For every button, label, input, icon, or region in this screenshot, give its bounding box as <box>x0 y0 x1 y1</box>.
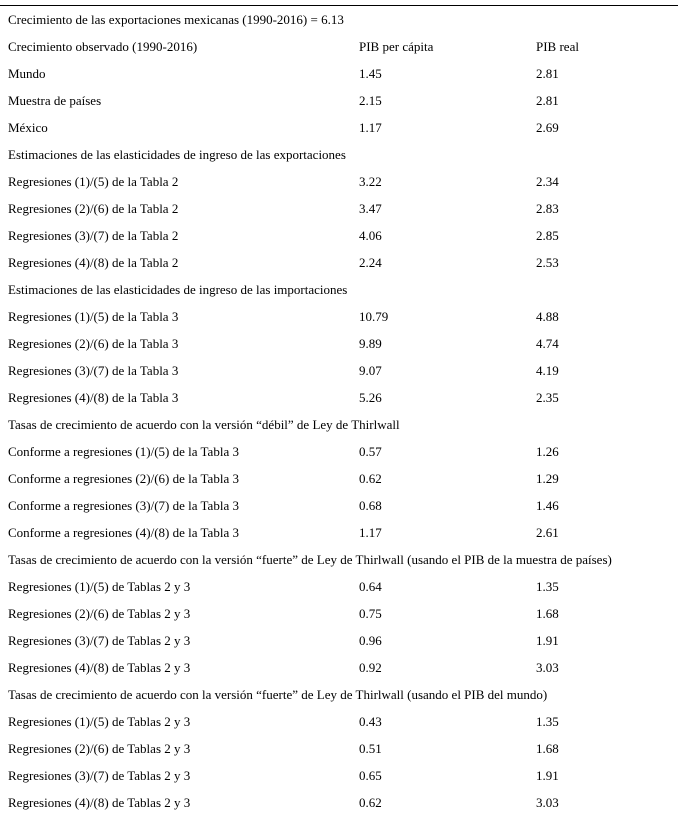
table-row <box>0 168 680 195</box>
row-label: Conforme a regresiones (3)/(7) de la Tabla 3 <box>8 498 239 513</box>
row-value-real: 2.34 <box>536 174 559 189</box>
row-label: Regresiones (3)/(7) de la Tabla 2 <box>8 228 179 243</box>
header-label: Crecimiento observado (1990-2016) <box>8 39 198 54</box>
header-pib-real: PIB real <box>536 39 579 54</box>
row-value-pc: 4.06 <box>359 228 382 243</box>
row-value-pc: 0.43 <box>359 714 382 729</box>
table-row <box>0 492 680 519</box>
section-title: Tasas de crecimiento de acuerdo con la versión “fuerte” de Ley de Thirlwall (usando el PIB de la muestra de países) <box>8 552 612 567</box>
row-label: Conforme a regresiones (4)/(8) de la Tabla 3 <box>8 525 239 540</box>
row-value-real: 4.19 <box>536 363 559 378</box>
row-value-real: 1.91 <box>536 768 559 783</box>
row-value-real: 1.91 <box>536 633 559 648</box>
section-title-row <box>0 411 680 438</box>
row-label: Regresiones (4)/(8) de la Tabla 3 <box>8 390 179 405</box>
row-label: México <box>8 120 48 135</box>
row-value-pc: 0.57 <box>359 444 382 459</box>
row-value-real: 2.83 <box>536 201 559 216</box>
row-label: Regresiones (4)/(8) de Tablas 2 y 3 <box>8 795 191 810</box>
data-table <box>0 6 680 816</box>
row-value-pc: 9.07 <box>359 363 382 378</box>
row-label: Regresiones (1)/(5) de Tablas 2 y 3 <box>8 714 191 729</box>
header-row <box>0 33 680 60</box>
caption-row <box>0 6 680 33</box>
row-label: Regresiones (3)/(7) de Tablas 2 y 3 <box>8 633 191 648</box>
row-value-real: 3.03 <box>536 795 559 810</box>
row-label: Conforme a regresiones (2)/(6) de la Tabla 3 <box>8 471 239 486</box>
row-label: Regresiones (4)/(8) de la Tabla 2 <box>8 255 179 270</box>
table-row <box>0 249 680 276</box>
row-value-pc: 1.17 <box>359 120 382 135</box>
table-row <box>0 87 680 114</box>
row-value-pc: 0.51 <box>359 741 382 756</box>
row-value-pc: 9.89 <box>359 336 382 351</box>
row-value-real: 1.29 <box>536 471 559 486</box>
row-value-real: 2.81 <box>536 66 559 81</box>
row-label: Muestra de países <box>8 93 102 108</box>
row-value-pc: 0.62 <box>359 471 382 486</box>
row-value-pc: 0.75 <box>359 606 382 621</box>
row-value-pc: 0.92 <box>359 660 382 675</box>
row-value-real: 2.69 <box>536 120 559 135</box>
section-title: Tasas de crecimiento de acuerdo con la versión “fuerte” de Ley de Thirlwall (usando el PIB del mundo) <box>8 687 548 702</box>
table-row <box>0 735 680 762</box>
row-value-real: 1.68 <box>536 741 559 756</box>
row-label: Mundo <box>8 66 46 81</box>
table-row <box>0 789 680 816</box>
row-label: Regresiones (1)/(5) de la Tabla 3 <box>8 309 179 324</box>
row-value-pc: 5.26 <box>359 390 382 405</box>
section-title-row <box>0 681 680 708</box>
row-label: Regresiones (1)/(5) de Tablas 2 y 3 <box>8 579 191 594</box>
table-row <box>0 384 680 411</box>
row-label: Regresiones (2)/(6) de la Tabla 2 <box>8 201 179 216</box>
section-title: Tasas de crecimiento de acuerdo con la versión “débil” de Ley de Thirlwall <box>8 417 400 432</box>
table-row <box>0 195 680 222</box>
section-title: Estimaciones de las elasticidades de ingreso de las importaciones <box>8 282 348 297</box>
table-row <box>0 573 680 600</box>
table-caption: Crecimiento de las exportaciones mexicanas (1990-2016) = 6.13 <box>8 12 344 27</box>
row-value-pc: 2.15 <box>359 93 382 108</box>
row-label: Regresiones (2)/(6) de la Tabla 3 <box>8 336 179 351</box>
row-value-real: 2.53 <box>536 255 559 270</box>
table-row <box>0 114 680 141</box>
row-value-pc: 0.68 <box>359 498 382 513</box>
row-label: Regresiones (2)/(6) de Tablas 2 y 3 <box>8 606 191 621</box>
row-value-real: 1.46 <box>536 498 559 513</box>
row-value-pc: 2.24 <box>359 255 382 270</box>
row-label: Regresiones (1)/(5) de la Tabla 2 <box>8 174 179 189</box>
table-row <box>0 654 680 681</box>
table-row <box>0 519 680 546</box>
table-row <box>0 438 680 465</box>
table-row <box>0 357 680 384</box>
table-row <box>0 465 680 492</box>
row-value-pc: 0.65 <box>359 768 382 783</box>
row-value-real: 2.61 <box>536 525 559 540</box>
section-title: Estimaciones de las elasticidades de ingreso de las exportaciones <box>8 147 346 162</box>
row-value-real: 4.88 <box>536 309 559 324</box>
table-row <box>0 303 680 330</box>
row-value-real: 2.81 <box>536 93 559 108</box>
table-row <box>0 708 680 735</box>
row-value-pc: 1.45 <box>359 66 382 81</box>
row-value-pc: 3.47 <box>359 201 382 216</box>
table-row <box>0 330 680 357</box>
header-pib-per-capita: PIB per cápita <box>359 39 434 54</box>
table-row <box>0 600 680 627</box>
table-row <box>0 762 680 789</box>
row-label: Conforme a regresiones (1)/(5) de la Tabla 3 <box>8 444 239 459</box>
row-value-real: 1.35 <box>536 579 559 594</box>
row-label: Regresiones (2)/(6) de Tablas 2 y 3 <box>8 741 191 756</box>
section-title-row <box>0 141 680 168</box>
row-label: Regresiones (4)/(8) de Tablas 2 y 3 <box>8 660 191 675</box>
row-value-pc: 10.79 <box>359 309 389 324</box>
row-value-pc: 0.62 <box>359 795 382 810</box>
row-value-pc: 0.64 <box>359 579 382 594</box>
row-value-real: 4.74 <box>536 336 559 351</box>
row-value-real: 2.35 <box>536 390 559 405</box>
section-title-row <box>0 276 680 303</box>
row-value-pc: 1.17 <box>359 525 382 540</box>
table-row <box>0 222 680 249</box>
row-value-real: 1.68 <box>536 606 559 621</box>
row-label: Regresiones (3)/(7) de la Tabla 3 <box>8 363 179 378</box>
row-value-real: 3.03 <box>536 660 559 675</box>
row-value-pc: 3.22 <box>359 174 382 189</box>
row-value-real: 1.35 <box>536 714 559 729</box>
row-value-pc: 0.96 <box>359 633 382 648</box>
section-title-row <box>0 546 680 573</box>
table-row <box>0 60 680 87</box>
row-label: Regresiones (3)/(7) de Tablas 2 y 3 <box>8 768 191 783</box>
row-value-real: 2.85 <box>536 228 559 243</box>
row-value-real: 1.26 <box>536 444 559 459</box>
table-row <box>0 627 680 654</box>
